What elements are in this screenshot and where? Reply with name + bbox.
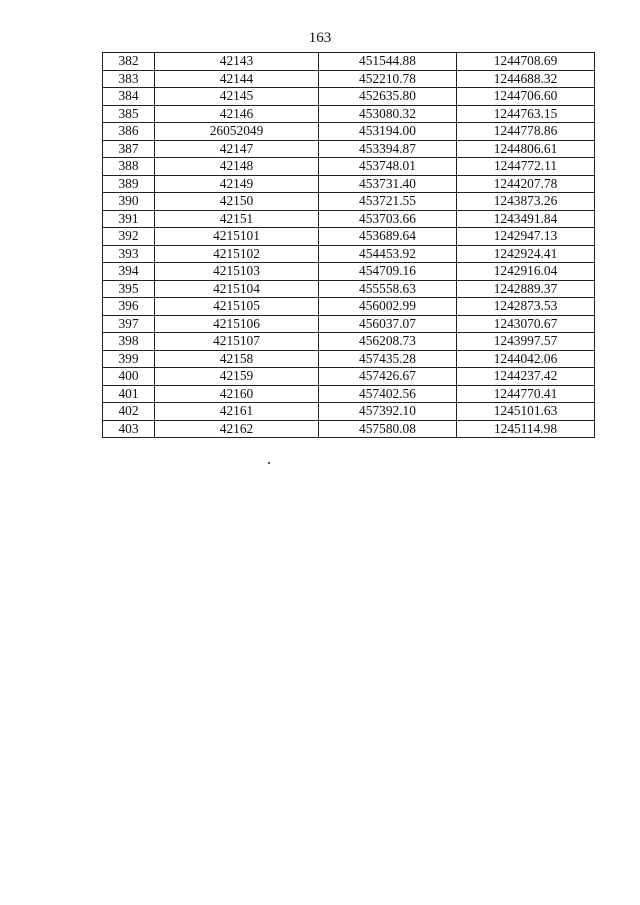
y-coordinate-cell: 1244778.86 [457,123,595,141]
y-coordinate-cell: 1244806.61 [457,140,595,158]
point-id-cell: 42150 [155,193,319,211]
point-id-cell: 42161 [155,403,319,421]
x-coordinate-cell: 453689.64 [319,228,457,246]
x-coordinate-cell: 454709.16 [319,263,457,281]
y-coordinate-cell: 1243873.26 [457,193,595,211]
point-id-cell: 4215103 [155,263,319,281]
row-number-cell: 391 [103,210,155,228]
table-row [103,193,595,211]
x-coordinate-cell: 457580.08 [319,420,457,438]
x-coordinate-cell: 453731.40 [319,175,457,193]
x-coordinate-cell: 451544.88 [319,53,457,71]
y-coordinate-cell: 1243491.84 [457,210,595,228]
point-id-cell: 42162 [155,420,319,438]
point-id-cell: 42160 [155,385,319,403]
table-row [103,123,595,141]
table-row [103,315,595,333]
x-coordinate-cell: 457392.10 [319,403,457,421]
point-id-cell: 42147 [155,140,319,158]
x-coordinate-cell: 455558.63 [319,280,457,298]
point-id-cell: 4215102 [155,245,319,263]
y-coordinate-cell: 1244706.60 [457,88,595,106]
x-coordinate-cell: 457435.28 [319,350,457,368]
row-number-cell: 397 [103,315,155,333]
row-number-cell: 384 [103,88,155,106]
x-coordinate-cell: 456037.07 [319,315,457,333]
y-coordinate-cell: 1242873.53 [457,298,595,316]
point-id-cell: 4215104 [155,280,319,298]
table-row [103,70,595,88]
y-coordinate-cell: 1243070.67 [457,315,595,333]
table-row [103,245,595,263]
point-id-cell: 42151 [155,210,319,228]
row-number-cell: 395 [103,280,155,298]
table-row [103,105,595,123]
table-row [103,140,595,158]
table-row [103,158,595,176]
row-number-cell: 394 [103,263,155,281]
table-row [103,368,595,386]
row-number-cell: 383 [103,70,155,88]
table-row [103,88,595,106]
y-coordinate-cell: 1243997.57 [457,333,595,351]
table-row [103,210,595,228]
x-coordinate-cell: 453394.87 [319,140,457,158]
row-number-cell: 387 [103,140,155,158]
x-coordinate-cell: 452635.80 [319,88,457,106]
row-number-cell: 400 [103,368,155,386]
y-coordinate-cell: 1244772.11 [457,158,595,176]
scan-speck [268,462,270,464]
row-number-cell: 388 [103,158,155,176]
table-row [103,228,595,246]
coordinate-table [102,52,595,438]
x-coordinate-cell: 453703.66 [319,210,457,228]
table-row [103,403,595,421]
point-id-cell: 42159 [155,368,319,386]
row-number-cell: 393 [103,245,155,263]
point-id-cell: 42143 [155,53,319,71]
y-coordinate-cell: 1245114.98 [457,420,595,438]
point-id-cell: 42145 [155,88,319,106]
row-number-cell: 382 [103,53,155,71]
row-number-cell: 398 [103,333,155,351]
y-coordinate-cell: 1244763.15 [457,105,595,123]
row-number-cell: 401 [103,385,155,403]
row-number-cell: 392 [103,228,155,246]
table-row [103,350,595,368]
page-number: 163 [308,30,332,46]
y-coordinate-cell: 1244688.32 [457,70,595,88]
point-id-cell: 4215105 [155,298,319,316]
x-coordinate-cell: 453194.00 [319,123,457,141]
row-number-cell: 389 [103,175,155,193]
y-coordinate-cell: 1245101.63 [457,403,595,421]
y-coordinate-cell: 1244042.06 [457,350,595,368]
point-id-cell: 4215106 [155,315,319,333]
x-coordinate-cell: 452210.78 [319,70,457,88]
point-id-cell: 26052049 [155,123,319,141]
row-number-cell: 386 [103,123,155,141]
x-coordinate-cell: 456208.73 [319,333,457,351]
point-id-cell: 4215107 [155,333,319,351]
y-coordinate-cell: 1244237.42 [457,368,595,386]
table-row [103,385,595,403]
y-coordinate-cell: 1242889.37 [457,280,595,298]
y-coordinate-cell: 1244770.41 [457,385,595,403]
table-row [103,333,595,351]
y-coordinate-cell: 1242924.41 [457,245,595,263]
point-id-cell: 42149 [155,175,319,193]
point-id-cell: 42144 [155,70,319,88]
x-coordinate-cell: 454453.92 [319,245,457,263]
y-coordinate-cell: 1244708.69 [457,53,595,71]
table-row [103,298,595,316]
row-number-cell: 402 [103,403,155,421]
point-id-cell: 4215101 [155,228,319,246]
y-coordinate-cell: 1244207.78 [457,175,595,193]
y-coordinate-cell: 1242947.13 [457,228,595,246]
table-row [103,175,595,193]
table-row [103,280,595,298]
x-coordinate-cell: 453721.55 [319,193,457,211]
point-id-cell: 42148 [155,158,319,176]
x-coordinate-cell: 457402.56 [319,385,457,403]
x-coordinate-cell: 453080.32 [319,105,457,123]
row-number-cell: 396 [103,298,155,316]
table-row [103,420,595,438]
x-coordinate-cell: 456002.99 [319,298,457,316]
y-coordinate-cell: 1242916.04 [457,263,595,281]
row-number-cell: 403 [103,420,155,438]
table-row [103,263,595,281]
row-number-cell: 399 [103,350,155,368]
row-number-cell: 385 [103,105,155,123]
point-id-cell: 42158 [155,350,319,368]
x-coordinate-cell: 457426.67 [319,368,457,386]
table-row [103,53,595,71]
coordinate-table-body [103,53,595,438]
x-coordinate-cell: 453748.01 [319,158,457,176]
point-id-cell: 42146 [155,105,319,123]
row-number-cell: 390 [103,193,155,211]
